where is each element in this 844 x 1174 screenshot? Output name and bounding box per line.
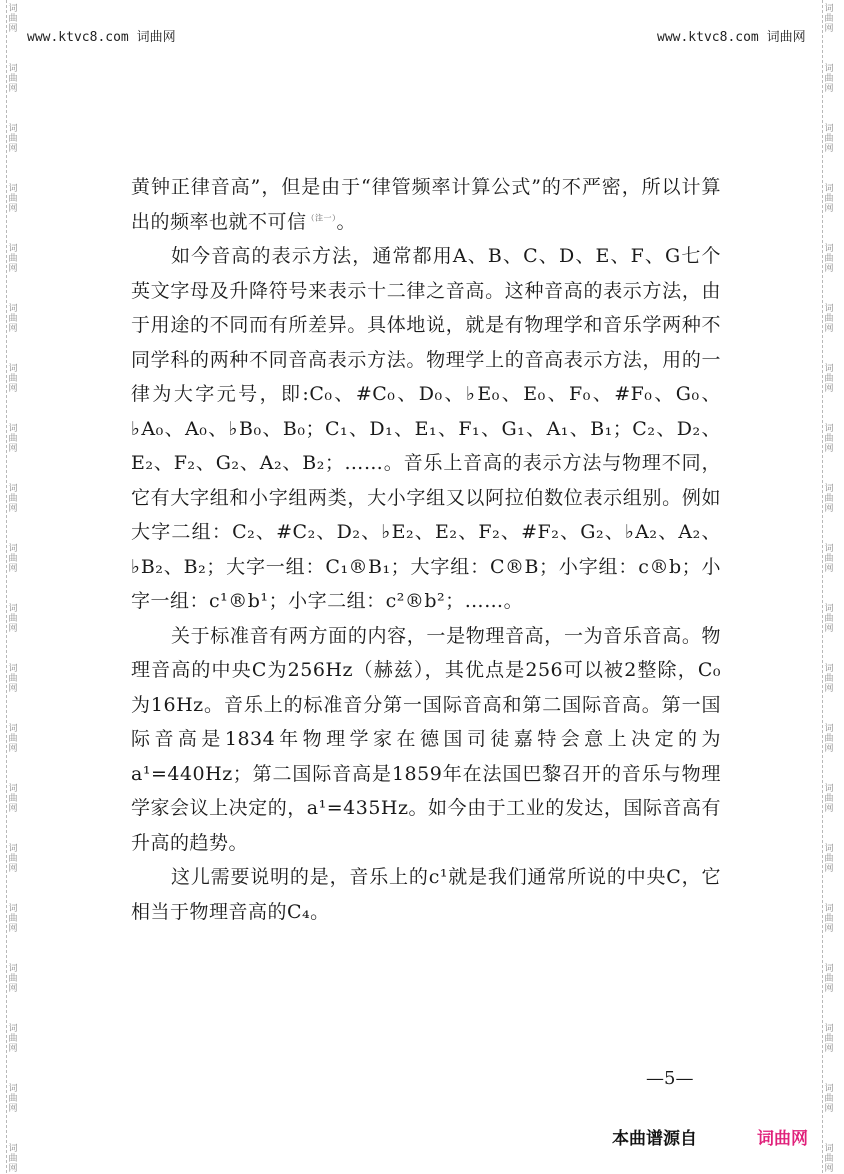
side-watermark: 词 曲 网 [824,244,834,274]
a1-435: a¹=435Hz [306,797,409,819]
big-group: C®B [489,555,539,578]
small-group-2: c²®b² [385,590,446,612]
side-watermark: 词 曲 网 [8,424,18,454]
header-url[interactable]: www.ktvc8.com [27,30,129,45]
side-watermark: 词 曲 网 [824,1144,834,1174]
paragraph-1: 黄钟正律音高”，但是由于“律管频率计算公式”的不严密，所以计算出的频率也就不可信$^{(注一)}$。 [131,176,721,233]
side-watermark: 词 曲 网 [824,424,834,454]
side-watermark: 词 曲 网 [8,124,18,154]
paragraph-4: 这儿需要说明的是，音乐上的c¹就是我们通常所说的中央C，它相当于物理音高的C₄。 [131,866,721,923]
page-number: —5— [646,1068,694,1089]
side-watermark: 词 曲 网 [824,964,834,994]
side-watermark: 词 曲 网 [8,364,18,394]
side-watermark: 词 曲 网 [824,364,834,394]
left-watermark-strip [6,0,21,1173]
side-watermark: 词 曲 网 [8,964,18,994]
document-body [131,170,721,929]
c1-notation: c¹ [428,866,448,888]
footer-source-text: 本曲谱源自 [612,1129,697,1149]
small-group: c®b [638,555,682,578]
header-brand: 词曲网 [766,30,806,45]
c4-notation: C₄ [287,900,311,923]
side-watermark: 词 曲 网 [824,484,834,514]
side-watermark: 词 曲 网 [824,664,834,694]
big-group-2: C₂、#C₂、D₂、♭E₂、E₂、F₂、#F₂、G₂、♭A₂、A₂、♭B₂、B₂ [131,521,721,578]
side-watermark: 词 曲 网 [824,544,834,574]
physics-notation-list: C₀、#C₀、D₀、♭E₀、E₀、F₀、#F₀、G₀、♭A₀、A₀、♭B₀、B₀；C₁、D₁、E₁、F₁、G₁、A₁、B₁；C₂、D₂、E₂、F₂、G₂、A₂、B₂；…… [131,383,721,474]
side-watermark: 词 曲 网 [824,184,834,214]
a1-440: a¹=440Hz [131,762,233,785]
side-watermark: 词 曲 网 [8,1084,18,1114]
side-watermark: 词 曲 网 [8,4,18,34]
big-group-1: C₁®B₁ [325,555,391,578]
header-right [657,26,806,45]
side-watermark: 词 曲 网 [8,304,18,334]
side-watermark: 词 曲 网 [8,784,18,814]
side-watermark: 词 曲 网 [8,1024,18,1054]
header-left [27,26,176,45]
side-watermark: 词 曲 网 [8,184,18,214]
side-watermark: 词 曲 网 [824,604,834,634]
footnote-marker: （注一） [306,213,337,223]
side-watermark: 词 曲 网 [824,1024,834,1054]
side-watermark: 词 曲 网 [824,124,834,154]
side-watermark: 词 曲 网 [824,1084,834,1114]
side-watermark: 词 曲 网 [8,484,18,514]
side-watermark: 词 曲 网 [8,844,18,874]
side-watermark: 词 曲 网 [8,244,18,274]
side-watermark: 词 曲 网 [824,64,834,94]
side-watermark: 词 曲 网 [8,664,18,694]
header-brand: 词曲网 [136,30,176,45]
side-watermark: 词 曲 网 [8,544,18,574]
side-watermark: 词 曲 网 [8,904,18,934]
side-watermark: 词 曲 网 [824,784,834,814]
side-watermark: 词 曲 网 [824,4,834,34]
footer-brand-link[interactable]: 词曲网 [757,1129,808,1149]
right-watermark-strip [822,0,837,1173]
side-watermark: 词 曲 网 [824,304,834,334]
paragraph-3: 关于标准音有两方面的内容，一是物理音高，一为音乐音高。物理音高的中央C为256Hz（赫兹），其优点是256可以被2整除，C₀为16Hz。音乐上的标准音分第一国际音高和第二国际音高。第一国际音高是1834年物理学家在德国司徒嘉特会意上决定的为a¹=440Hz；第二国际音高是1859年在法国巴黎召开的音乐与物理学家会议上决定的，a¹=435Hz。如今由于工业的发达，国际音高有升高的趋势。 [131,624,721,854]
side-watermark: 词 曲 网 [8,604,18,634]
side-watermark: 词 曲 网 [824,904,834,934]
side-watermark: 词 曲 网 [824,844,834,874]
side-watermark: 词 曲 网 [8,724,18,754]
side-watermark: 词 曲 网 [8,64,18,94]
c0-frequency: C₀为16Hz [131,659,721,716]
side-watermark: 词 曲 网 [8,1144,18,1174]
paragraph-2: 如今音高的表示方法，通常都用A、B、C、D、E、F、G七个英文字母及升降符号来表示十二律之音高。这种音高的表示方法，由于用途的不同而有所差异。具体地说，就是有物理学和音乐学两种不同学科的两种不同音高表示方法。物理学上的音高表示方法，用的一律为大字元号，即:C₀、#C₀、D₀、♭E₀、E₀、F₀、#F₀、G₀、♭A₀、A₀、♭B₀、B₀；C₁、D₁、E₁、F₁、G₁、A₁、B₁；C₂、D₂、E₂、F₂、G₂、A₂、B₂；……。音乐上音高的表示方法与物理不同，它有大字组和小字组两类，大小字组又以阿拉伯数位表示组别。例如大字二组：C₂、#C₂、D₂、♭E₂、E₂、F₂、#F₂、G₂、♭A₂、A₂、♭B₂、B₂；大字一组：C₁®B₁；大字组：C®B；小字组：c®b；小字一组：c¹®b¹；小字二组：c²®b²；……。 [131,245,721,612]
side-watermark: 词 曲 网 [824,724,834,754]
small-group-1: c¹®b¹ [209,590,269,612]
header-url[interactable]: www.ktvc8.com [657,30,759,45]
